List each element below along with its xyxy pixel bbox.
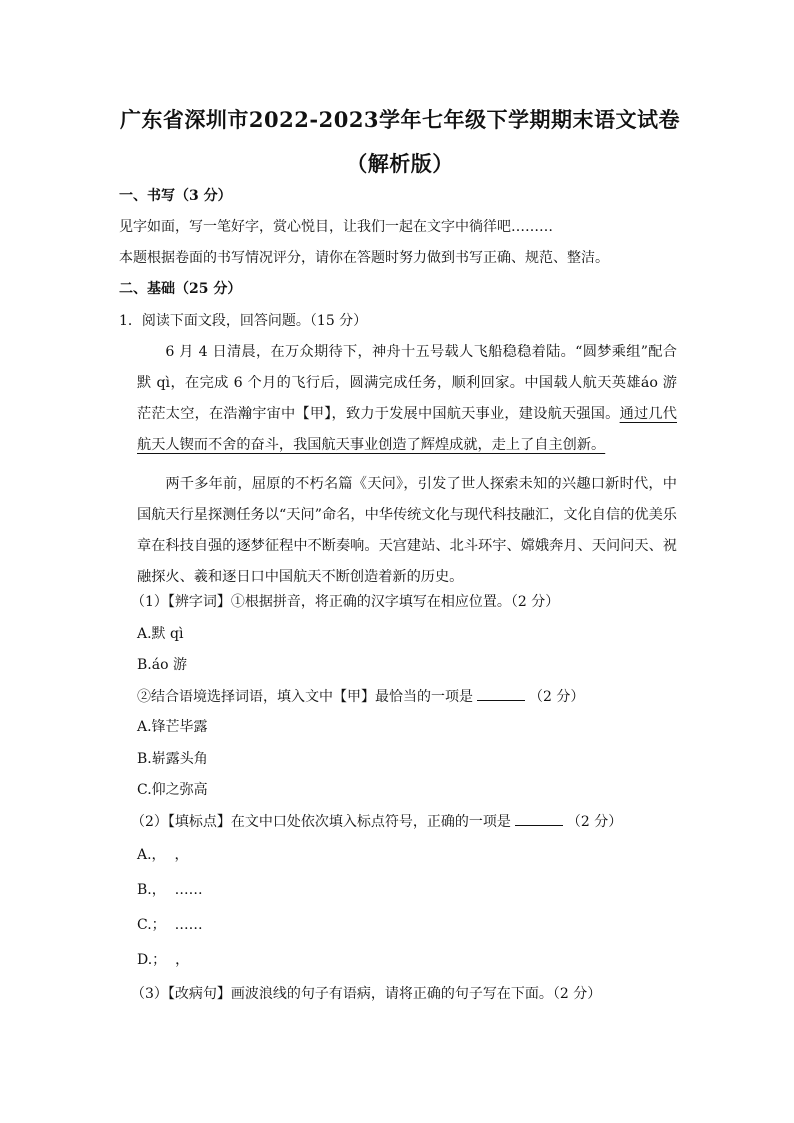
subquestion-2-stem — [131, 811, 622, 832]
subquestion-1-2-score: （2 分） — [529, 689, 585, 705]
subquestion-1-2-option-a: A.锋芒毕露 — [137, 719, 208, 735]
wavy-underlined-sentence: 通过几代航天人锲而不舍的奋斗，我国航天事业创造了辉煌成就，走上了自主创新。 — [137, 406, 677, 453]
subquestion-2-stem-text: （2）【填标点】在文中口处依次填入标点符号，正确的一项是 — [131, 814, 511, 830]
answer-blank[interactable] — [477, 686, 525, 701]
subquestion-1-2-option-b: B.崭露头角 — [137, 751, 208, 767]
answer-blank[interactable] — [515, 811, 563, 826]
page-title: 广东省深圳市2022-2023学年七年级下学期期末语文试卷（解析版） — [119, 107, 681, 176]
subquestion-1-2-stem-text: ②结合语境选择词语，填入文中【甲】最恰当的一项是 — [137, 689, 473, 705]
section-heading-basics: 二、基础（25 分） — [119, 281, 242, 297]
subquestion-1-option-a: A.默 qì — [137, 626, 184, 642]
subquestion-1-option-b: B.áo 游 — [137, 657, 187, 673]
writing-instruction-line: 本题根据卷面的书写情况评分，请你在答题时努力做到书写正确、规范、整洁。 — [119, 250, 609, 266]
subquestion-2-option-c: C.； …… — [137, 917, 203, 933]
subquestion-2-score: （2 分） — [566, 814, 623, 830]
question-1-stem: 1．阅读下面文段，回答问题。（15 分） — [119, 313, 368, 329]
subquestion-1-2-stem — [137, 686, 584, 707]
writing-intro-line: 见字如面，写一笔好字，赏心悦目，让我们一起在文字中徜徉吧……… — [119, 219, 553, 235]
subquestion-2-option-b: B.， …… — [137, 882, 203, 898]
passage-paragraph-2: 两千多年前，屈原的不朽名篇《天问》，引发了世人探索未知的兴趣口新时代，中国航天行星探测任务以“天问”命名，中华传统文化与现代科技融汇，文化自信的优美乐章在科技自强的逐梦征程中不断奏响。天宫建站、北斗环宇、嫦娥奔月、天问问天、祝融探火、羲和逐日口中国航天不断创造着新的历史。 — [137, 476, 677, 585]
subquestion-2-option-d: D.； ， — [137, 952, 190, 968]
subquestion-1-2-option-c: C.仰之弥高 — [137, 782, 208, 798]
section-heading-writing: 一、书写（3 分） — [119, 188, 232, 204]
reading-passage — [137, 337, 677, 593]
subquestion-3-stem: （3）【改病句】画波浪线的句子有语病，请将正确的句子写在下面。（2 分） — [131, 986, 602, 1002]
passage-paragraph-1-text: 6 月 4 日清晨，在万众期待下，神舟十五号载人飞船稳稳着陆。“圆梦乘组”配合默 qì，在完成 6 个月的飞行后，圆满完成任务，顺利回家。中国载人航天英雄áo 游茫茫太空，在浩瀚宇宙中【甲】，致力于发展中国航天事业，建设航天强国。 — [137, 344, 677, 422]
subquestion-2-option-a: A.， ， — [137, 847, 189, 863]
subquestion-1-stem: （1）【辨字词】①根据拼音，将正确的汉字填写在相应位置。（2 分） — [131, 594, 560, 610]
passage-paragraph-1 — [137, 337, 677, 461]
